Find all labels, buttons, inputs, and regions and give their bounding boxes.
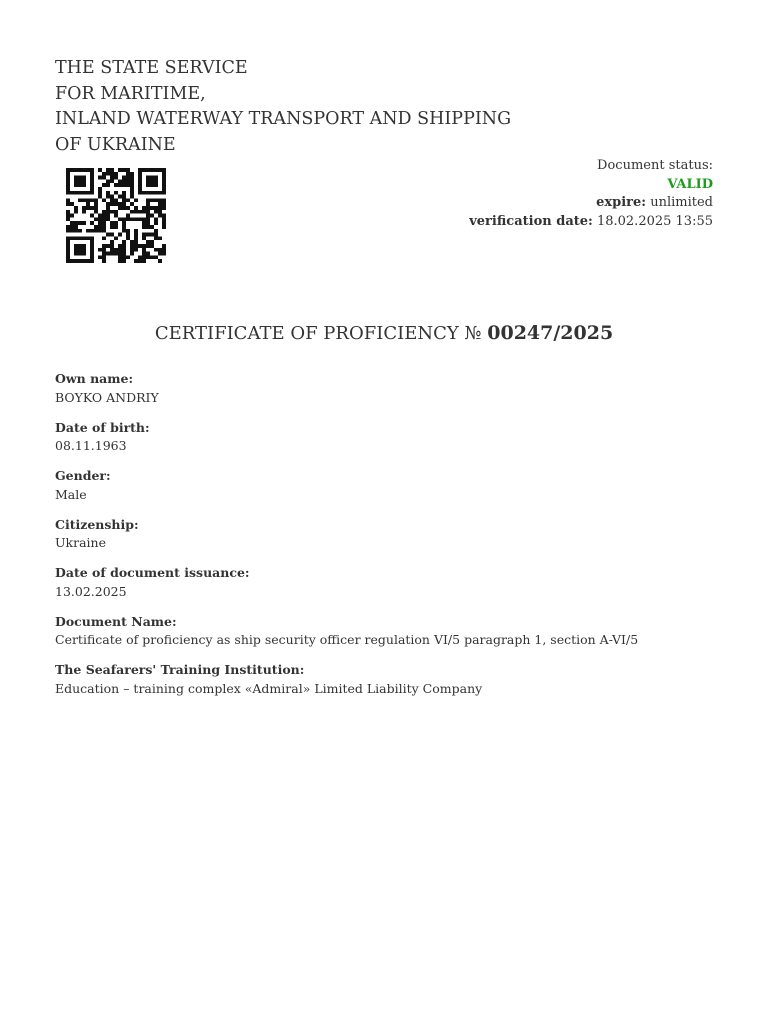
qr-code-icon <box>66 168 166 263</box>
field-document-name <box>55 613 735 662</box>
document-status-value: VALID <box>667 176 713 192</box>
field-value: Certificate of proficiency as ship security officer regulation VI/5 paragraph 1, section A-VI/5 <box>55 632 639 647</box>
expire-value: unlimited <box>650 195 713 210</box>
field-issuance-date <box>55 564 735 613</box>
field-value: Male <box>55 486 87 502</box>
field-value: BOYKO ANDRIY <box>55 389 159 405</box>
field-value: Education – training complex «Admiral» Limited Liability Company <box>55 680 483 696</box>
field-value: 08.11.1963 <box>55 438 127 453</box>
field-label: Citizenship: <box>55 516 139 532</box>
certificate-number: 00247/2025 <box>487 322 614 344</box>
agency-line: INLAND WATERWAY TRANSPORT AND SHIPPING <box>55 109 512 129</box>
issuing-agency-header <box>55 56 511 158</box>
verification-date-label: verification date: <box>469 213 593 229</box>
field-label: Date of document issuance: <box>55 565 250 580</box>
verification-date-value: 18.02.2025 13:55 <box>596 213 713 229</box>
field-label: Own name: <box>55 371 134 386</box>
agency-line: FOR MARITIME, <box>55 83 206 104</box>
document-status-label: Document status: <box>597 158 713 173</box>
field-label: Document Name: <box>55 613 177 629</box>
certificate-fields <box>55 370 735 710</box>
verification-row <box>469 213 713 232</box>
expire-label: expire: <box>596 195 647 210</box>
field-label: The Seafarers' Training Institution: <box>55 662 305 677</box>
field-gender <box>55 467 735 516</box>
field-value: Ukraine <box>55 535 106 550</box>
field-citizenship <box>55 516 735 565</box>
certificate-title <box>0 320 768 347</box>
field-training-institution <box>55 661 735 710</box>
field-label: Gender: <box>55 468 111 483</box>
agency-line: OF UKRAINE <box>55 134 176 155</box>
field-date-of-birth <box>55 419 735 468</box>
field-value: 13.02.2025 <box>55 583 127 599</box>
field-own-name <box>55 370 735 419</box>
document-status-panel <box>469 157 713 231</box>
expire-row <box>469 194 713 213</box>
agency-line: THE STATE SERVICE <box>55 58 248 78</box>
field-label: Date of birth: <box>55 419 150 435</box>
certificate-title-prefix: CERTIFICATE OF PROFICIENCY № <box>154 323 482 344</box>
